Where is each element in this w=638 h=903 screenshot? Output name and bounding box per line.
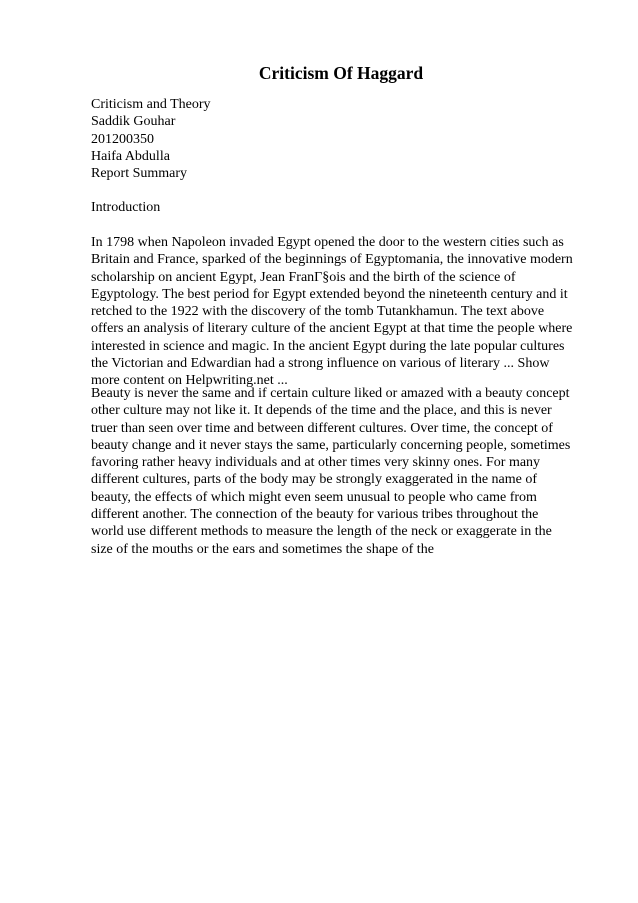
paragraph-line: favoring rather heavy individuals and at other times very skinny ones. For many [91,455,541,471]
paragraph-line: offers an analysis of literary culture of the ancient Egypt at that time the people where [91,321,573,337]
document-meta [91,96,601,182]
paragraph-intro [91,234,601,390]
paragraph-line: In 1798 when Napoleon invaded Egypt opened the door to the western cities such as [91,235,564,250]
paragraph-line: scholarship on ancient Egypt, Jean FranΓ§ois and the birth of the science of [91,269,516,285]
document-title: Criticism Of Haggard [258,63,424,83]
paragraph-line: different cultures, parts of the body may be strongly exaggerated in the name of [91,472,538,488]
paragraph-line: the Victorian and Edwardian had a strong influence on various of literary ... Show [91,356,550,372]
meta-student-id: 201200350 [91,131,154,147]
paragraph-line: different another. The connection of the beauty for various tribes throughout the [91,507,539,523]
paragraph-line: more content on Helpwriting.net ... [91,373,288,389]
paragraph-line: Beauty is never the same and if certain culture liked or amazed with a beauty concept [91,386,570,401]
paragraph-line: Britain and France, sparked of the beginnings of Egyptomania, the innovative modern [91,252,573,268]
paragraph-beauty [91,385,601,558]
paragraph-line: world use different methods to measure the length of the neck or exaggerate in the [91,524,552,540]
section-heading: Introduction [91,200,161,215]
paragraph-line: beauty change and it never stays the same, particularly concerning people, sometimes [91,437,571,453]
paragraph-line: beauty, the effects of which might even seem unusual to people who came from [91,489,537,505]
paragraph-line: Egyptology. The best period for Egypt extended beyond the nineteenth century and it [91,286,568,302]
paragraph-line: size of the mouths or the ears and sometimes the shape of the [91,541,434,557]
paragraph-line: interested in science and magic. In the ancient Egypt during the late popular cultures [91,338,565,354]
paragraph-line: other culture may not like it. It depends of the time and the place, and this is never [91,403,552,419]
paragraph-line: truer than seen over time and between different cultures. Over time, the concept of [91,420,553,436]
meta-course: Criticism and Theory [91,97,211,112]
meta-student-name: Haifa Abdulla [91,148,170,164]
meta-doc-type: Report Summary [91,166,188,182]
paragraph-line: retched to the 1922 with the discovery of the tomb Tutankhamun. The text above [91,304,545,320]
meta-instructor: Saddik Gouhar [91,114,176,130]
